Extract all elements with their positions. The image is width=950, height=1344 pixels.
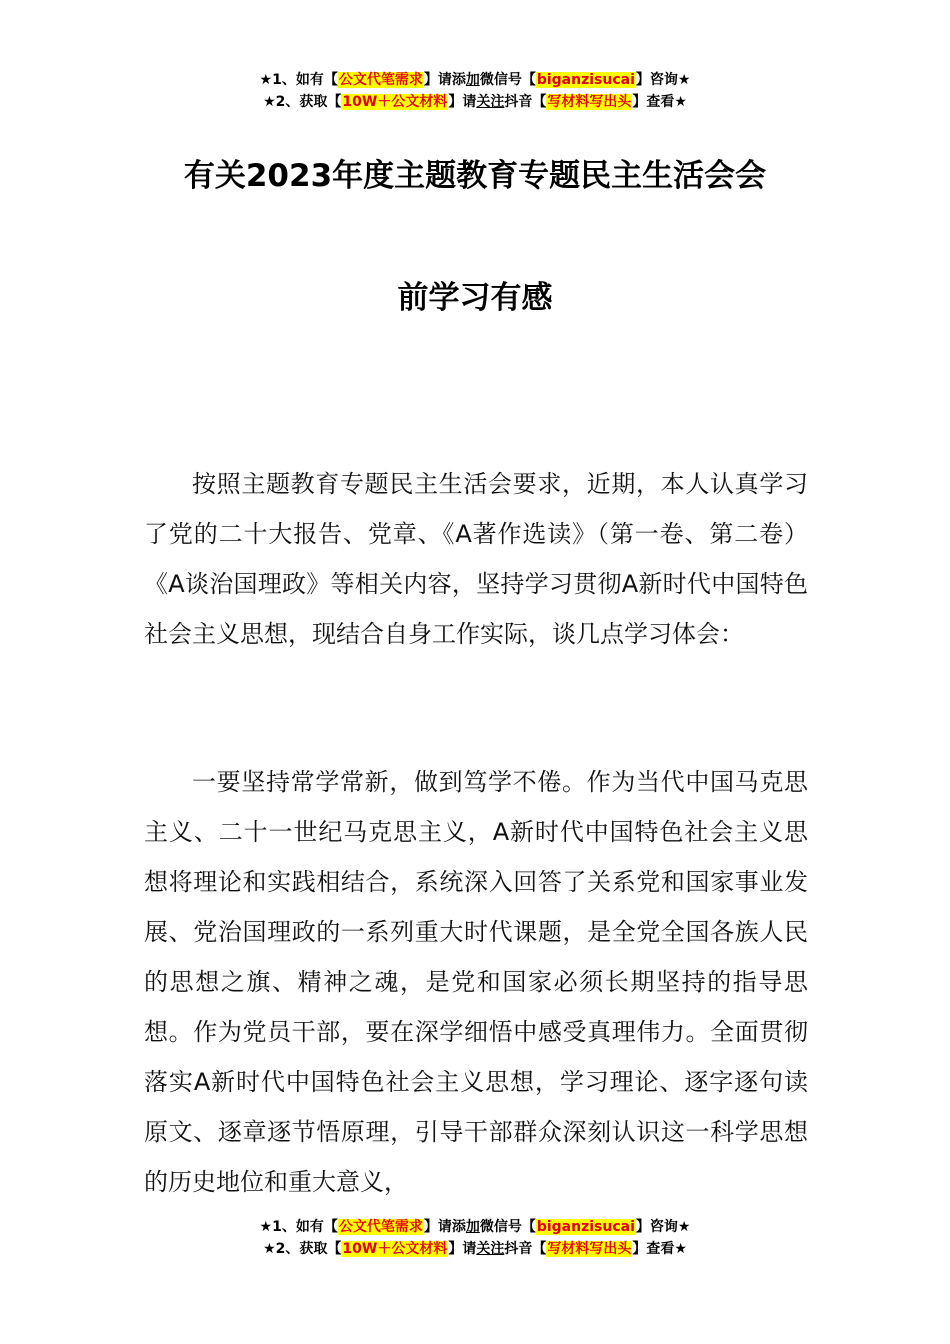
banner-underlined-text: 关注	[476, 1241, 505, 1257]
banner-line-1	[0, 69, 950, 91]
banner-text: 】查看★	[632, 1241, 687, 1257]
highlight-materials: 10W＋公文材料	[342, 1241, 448, 1257]
banner-text: 】咨询★	[635, 1219, 691, 1235]
highlight-materials: 10W＋公文材料	[342, 94, 448, 110]
banner-text: 】咨询★	[635, 72, 691, 88]
highlight-wechat-id: biganzisucai	[536, 72, 635, 88]
banner-text: 微信号【	[479, 72, 536, 88]
banner-text: 】请	[448, 1241, 477, 1257]
banner-underlined-text: 加	[465, 72, 480, 88]
banner-text: 】查看★	[632, 94, 687, 110]
banner-line-2	[0, 1238, 950, 1260]
document-title-line-2: 前学习有感	[397, 280, 553, 316]
banner-text: 】请	[448, 94, 477, 110]
banner-text: 】请添	[423, 1219, 466, 1235]
banner-line-1	[0, 1216, 950, 1238]
banner-text: ★2、获取【	[263, 1241, 342, 1257]
highlight-douyin-id: 写材料写出头	[547, 94, 632, 110]
paragraph-2	[144, 757, 808, 1207]
paragraph-1	[144, 459, 808, 659]
banner-text: ★1、如有【	[259, 1219, 338, 1235]
banner-underlined-text: 关注	[476, 94, 505, 110]
banner-line-2	[0, 91, 950, 113]
banner-text: ★2、获取【	[263, 94, 342, 110]
banner-underlined-text: 加	[465, 1219, 480, 1235]
banner-text: 微信号【	[479, 1219, 536, 1235]
banner-text: 】请添	[423, 72, 466, 88]
footer-banner	[0, 1216, 950, 1260]
paragraph-text: 一要坚持常学常新，做到笃学不倦。作为当代中国马克思主义、二十一世纪马克思主义，A新时代中国特色社会主义思想将理论和实践相结合，系统深入回答了关系党和国家事业发展、党治国理政的一系列重大时代课题，是全党全国各族人民的思想之旗、精神之魂，是党和国家必须长期坚持的指导思想。作为党员干部，要在深学细悟中感受真理伟力。全面贯彻落实A新时代中国特色社会主义思想，学习理论、逐字逐句读原文、逐章逐节悟原理，引导干部群众深刻认识这一科学思想的历史地位和重大意义，	[144, 768, 808, 1196]
banner-text: 抖音【	[504, 94, 547, 110]
highlight-wechat-id: biganzisucai	[536, 1219, 635, 1235]
document-title-line-1: 有关2023年度主题教育专题民主生活会会	[183, 158, 767, 194]
banner-text: ★1、如有【	[259, 72, 338, 88]
header-banner	[0, 69, 950, 113]
highlight-service: 公文代笔需求	[338, 72, 423, 88]
highlight-service: 公文代笔需求	[338, 1219, 423, 1235]
banner-text: 抖音【	[504, 1241, 547, 1257]
highlight-douyin-id: 写材料写出头	[547, 1241, 632, 1257]
paragraph-text: 按照主题教育专题民主生活会要求，近期，本人认真学习了党的二十大报告、党章、《A著作选读》（第一卷、第二卷）《A谈治国理政》等相关内容，坚持学习贯彻A新时代中国特色社会主义思想，现结合自身工作实际，谈几点学习体会：	[144, 470, 808, 648]
